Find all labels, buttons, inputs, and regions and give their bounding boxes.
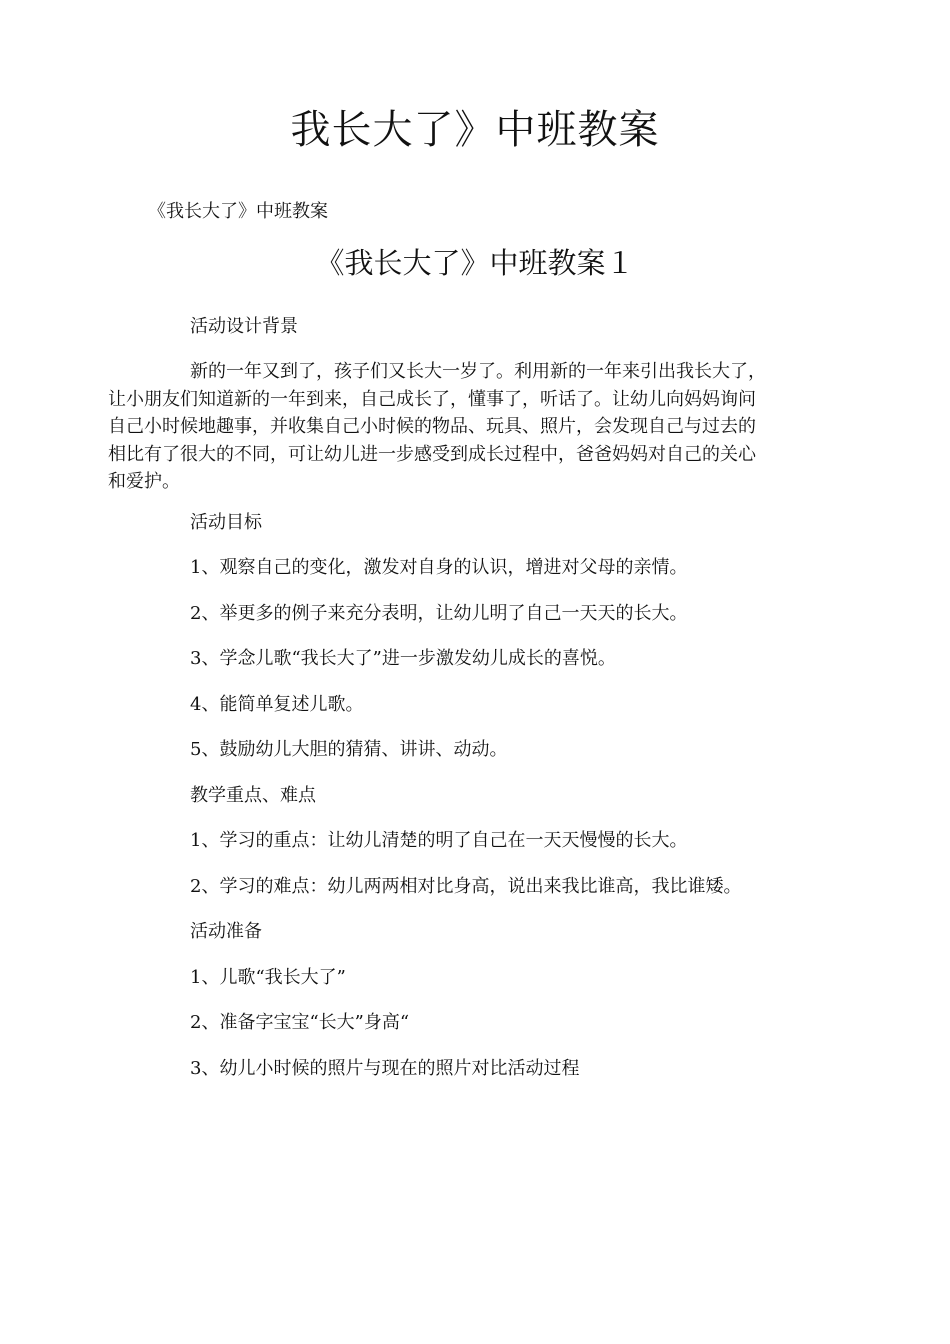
key-point-item: 2、学习的难点：幼儿两两相对比身高，说出来我比谁高，我比谁矮。	[190, 876, 742, 897]
goal-item: 3、学念儿歌“我长大了”进一步激发幼儿成长的喜悦。	[190, 648, 616, 669]
background-heading: 活动设计背景	[190, 316, 298, 337]
background-paragraph	[108, 358, 843, 496]
key-point-item: 1、学习的重点：让幼儿清楚的明了自己在一天天慢慢的长大。	[190, 830, 688, 851]
preparation-item: 1、儿歌“我长大了”	[190, 967, 346, 988]
document-subtitle: 《我长大了》中班教案	[148, 201, 328, 222]
goal-item: 2、举更多的例子来充分表明，让幼儿明了自己一天天的长大。	[190, 603, 688, 624]
background-line: 新的一年又到了，孩子们又长大一岁了。利用新的一年来引出我长大了，	[190, 361, 766, 382]
background-line: 相比有了很大的不同，可让幼儿进一步感受到成长过程中，爸爸妈妈对自己的关心	[108, 443, 756, 465]
goals-heading: 活动目标	[190, 512, 262, 533]
goal-item: 5、鼓励幼儿大胆的猜猜、讲讲、动动。	[190, 739, 508, 760]
preparation-heading: 活动准备	[190, 921, 262, 942]
key-points-heading: 教学重点、难点	[190, 785, 316, 806]
goal-item: 4、能简单复述儿歌。	[190, 694, 364, 715]
preparation-item: 2、准备字宝宝“长大”身高“	[190, 1012, 410, 1033]
background-line: 和爱护。	[108, 471, 180, 492]
goal-item: 1、观察自己的变化，激发对自身的认识，增进对父母的亲情。	[190, 557, 688, 578]
background-line: 让小朋友们知道新的一年到来，自己成长了，懂事了，听话了。让幼儿向妈妈询问	[108, 388, 756, 410]
background-line: 自己小时候地趣事，并收集自己小时候的物品、玩具、照片，会发现自己与过去的	[108, 416, 756, 437]
section-title: 《我长大了》中班教案１	[315, 246, 635, 280]
preparation-item: 3、幼儿小时候的照片与现在的照片对比活动过程	[190, 1058, 580, 1079]
document-title: 我长大了》中班教案	[290, 107, 660, 153]
